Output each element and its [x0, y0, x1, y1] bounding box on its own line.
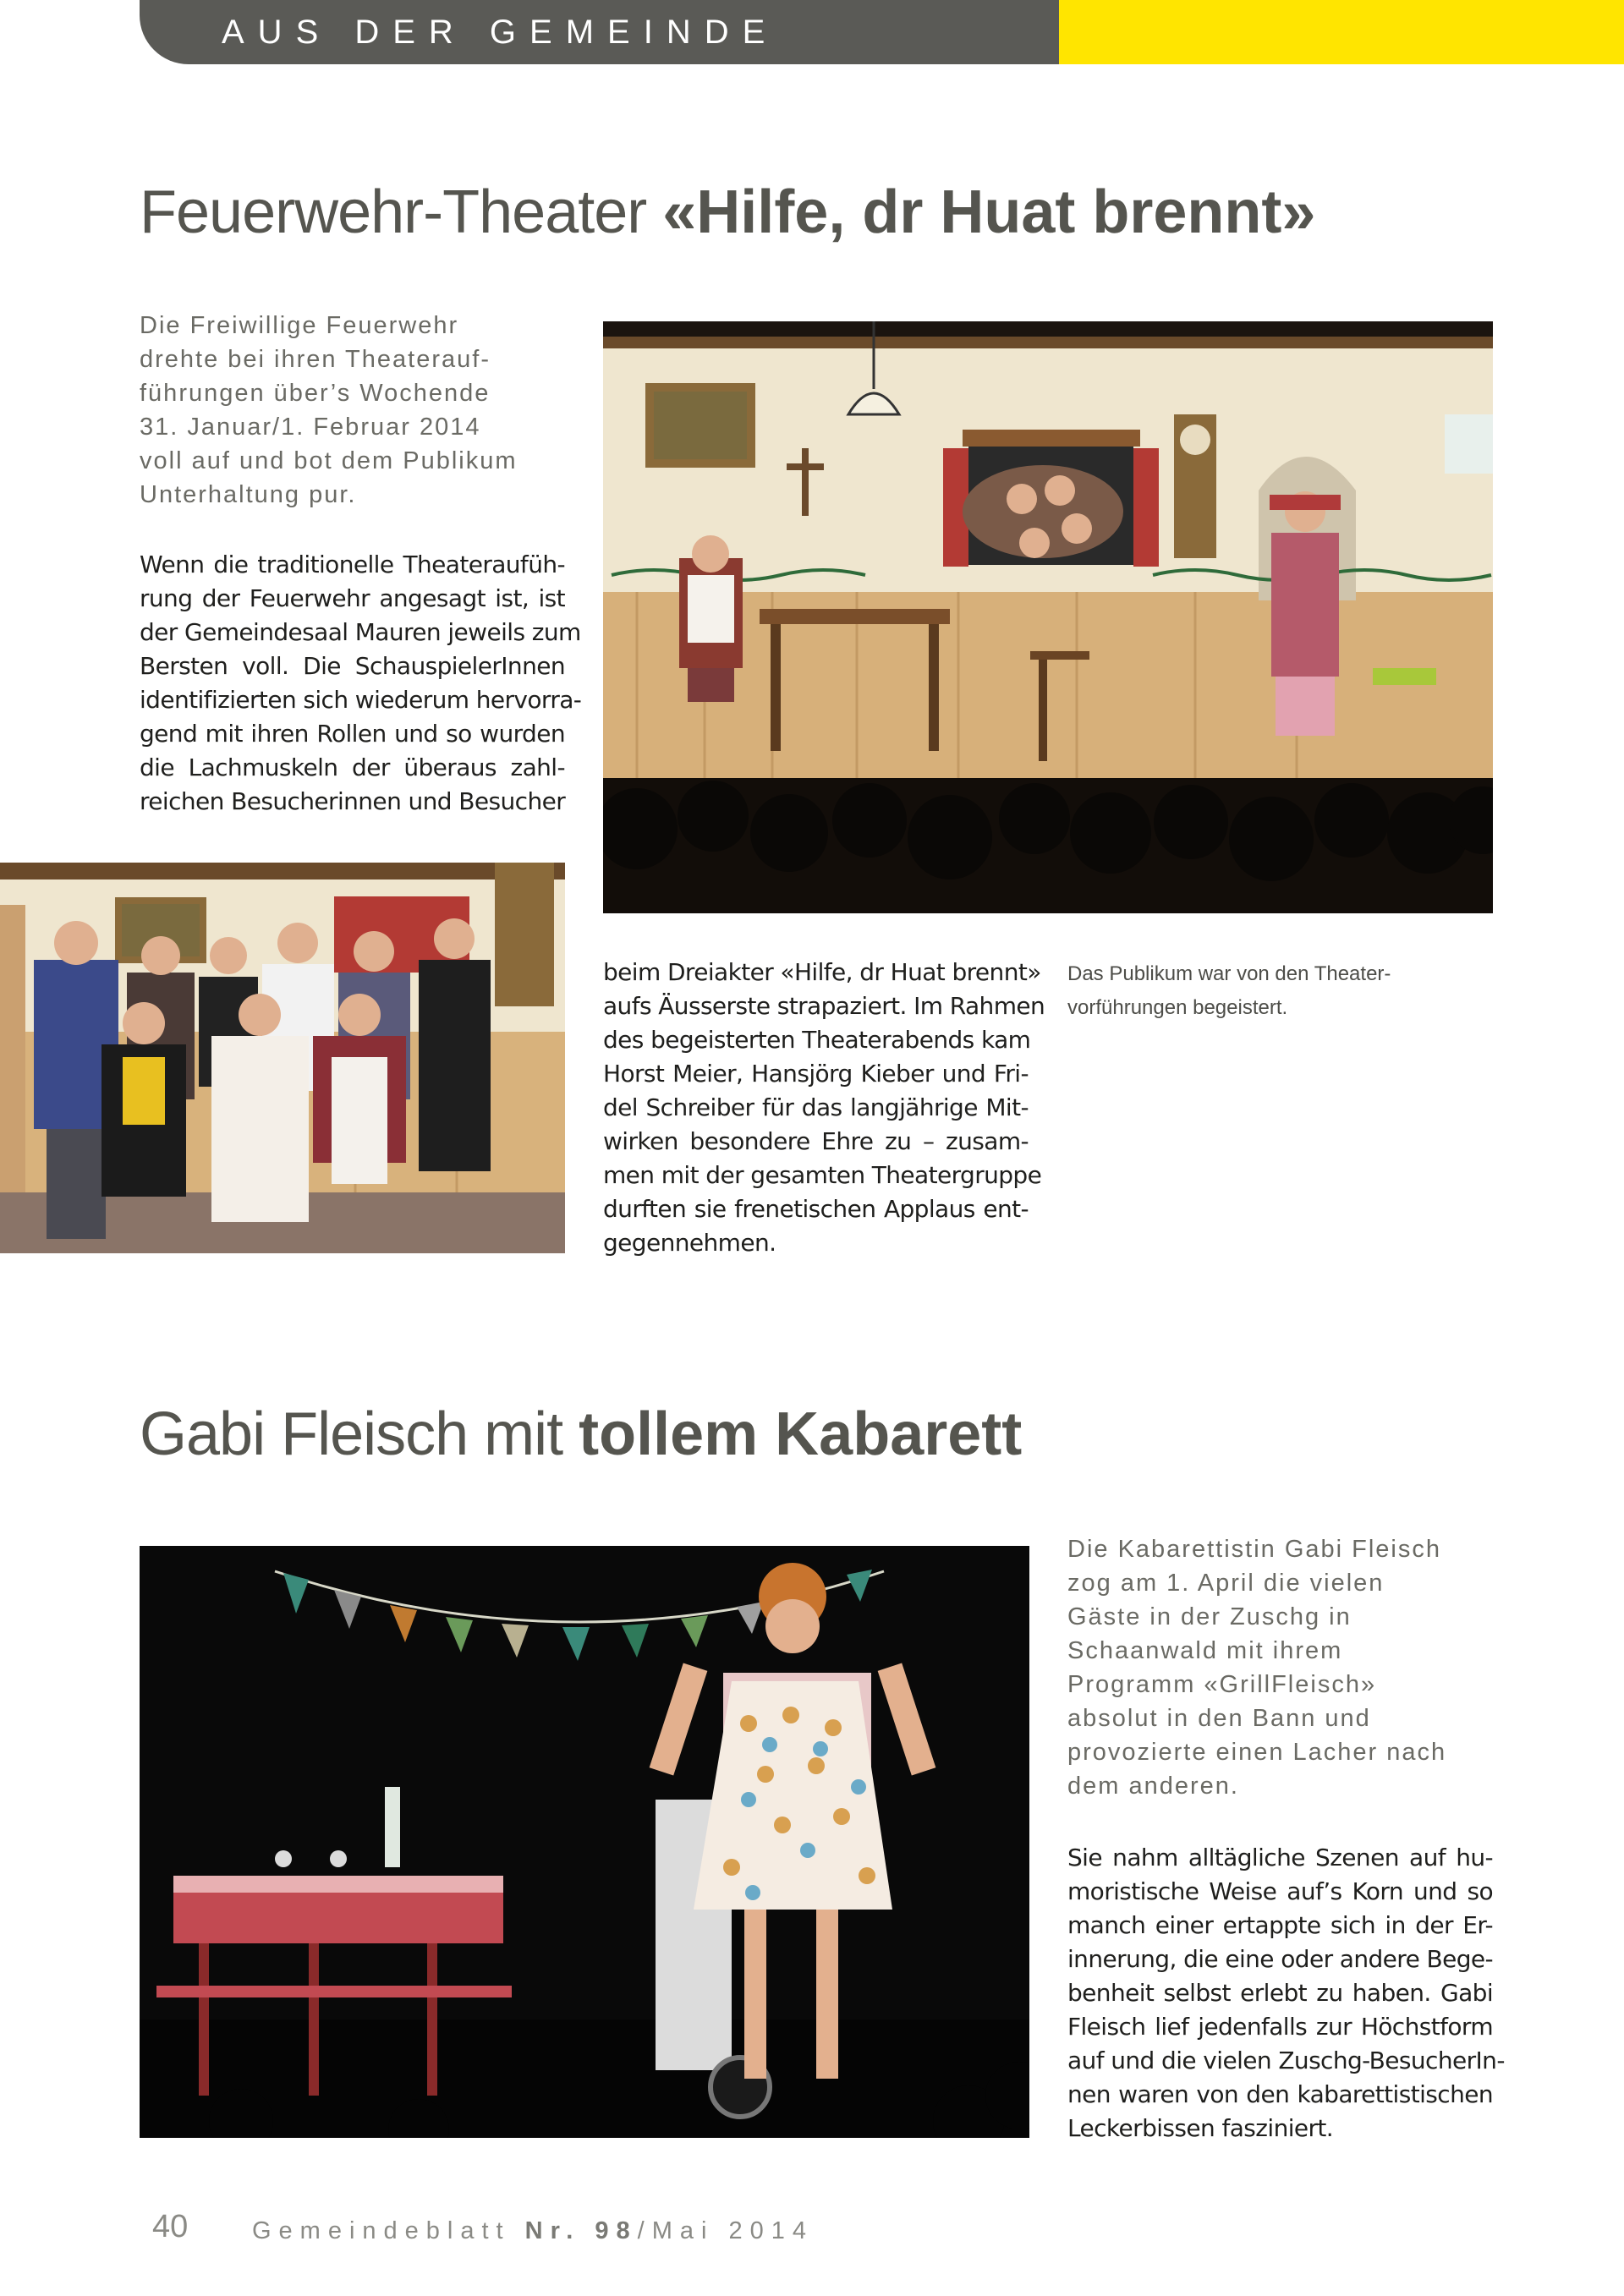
- lead-line: Schaanwald mit ihrem: [1067, 1637, 1343, 1664]
- lead-line: absolut in den Bann und: [1067, 1705, 1371, 1732]
- article1-body-col2: [603, 956, 1045, 1260]
- stage-photo: [603, 321, 1493, 913]
- body-line: reichen Besucherinnen und Besucher: [140, 787, 566, 815]
- article2-title: [140, 1401, 1022, 1468]
- page-number: 40: [152, 2209, 189, 2244]
- header-accent-bar: [1059, 0, 1624, 64]
- body-line: moristische Weise auf’s Korn und so: [1067, 1877, 1493, 1905]
- article2-lead: [1067, 1532, 1490, 1803]
- body-line: rung der Feuerwehr angesagt ist, ist: [140, 584, 565, 612]
- body-line: men mit der gesamten Theatergruppe: [603, 1161, 1042, 1189]
- photo-caption: [1067, 957, 1473, 1025]
- body-line: innerung, die eine oder andere Bege-: [1067, 1945, 1494, 1973]
- issue-number: Nr. 98: [524, 2217, 638, 2244]
- body-line: durften sie frenetischen Applaus ent-: [603, 1195, 1029, 1223]
- article1-body-col1: [140, 548, 582, 819]
- section-label: AUS DER GEMEINDE: [222, 14, 779, 51]
- caption-line: Das Publikum war von den Theater-: [1067, 962, 1391, 985]
- lead-line: Programm «GrillFleisch»: [1067, 1671, 1377, 1698]
- body-line: gegennehmen.: [603, 1229, 776, 1257]
- issue-date: /Mai 2014: [637, 2217, 815, 2244]
- body-line: del Schreiber für das langjährige Mit-: [603, 1093, 1029, 1121]
- lead-line: dem anderen.: [1067, 1773, 1239, 1800]
- lead-line: 31. Januar/1. Februar 2014: [140, 414, 481, 441]
- body-line: Horst Meier, Hansjörg Kieber und Fri-: [603, 1060, 1029, 1088]
- body-line: auf und die vielen Zuschg-BesucherIn-: [1067, 2047, 1505, 2074]
- body-line: der Gemeindesaal Mauren jeweils zum: [140, 618, 581, 646]
- body-line: Bersten voll. Die SchauspielerInnen: [140, 652, 565, 680]
- body-line: des begeisterten Theaterabends kam: [603, 1026, 1031, 1054]
- article1-title-bold: «Hilfe, dr Huat brennt»: [662, 178, 1316, 246]
- lead-line: Die Freiwillige Feuerwehr: [140, 312, 459, 339]
- body-line: wirken besondere Ehre zu – zusam-: [603, 1127, 1029, 1155]
- lead-line: führungen über’s Wochende: [140, 380, 491, 407]
- body-line: beim Dreiakter «Hilfe, dr Huat brennt»: [603, 958, 1041, 986]
- article2-title-bold: tollem Kabarett: [579, 1400, 1023, 1468]
- lead-line: voll auf und bot dem Publikum: [140, 447, 518, 474]
- body-line: benheit selbst erlebt zu haben. Gabi: [1067, 1979, 1493, 2007]
- body-line: gend mit ihren Rollen und so wurden: [140, 720, 565, 748]
- article1-title: [140, 179, 1315, 246]
- lead-line: provozierte einen Lacher nach: [1067, 1739, 1447, 1766]
- body-line: Wenn die traditionelle Theateraufüh-: [140, 551, 565, 578]
- kabarett-photo: [140, 1546, 1029, 2138]
- lead-line: Gäste in der Zuschg in: [1067, 1603, 1352, 1630]
- footer-publication: [252, 2217, 814, 2245]
- body-line: nen waren von den kabarettistischen: [1067, 2080, 1493, 2108]
- body-line: aufs Äusserste strapaziert. Im Rahmen: [603, 992, 1045, 1020]
- body-line: Fleisch lief jedenfalls zur Höchstform: [1067, 2013, 1493, 2041]
- body-line: die Lachmuskeln der überaus zahl-: [140, 753, 565, 781]
- article2-title-light: Gabi Fleisch mit: [140, 1400, 579, 1468]
- body-line: Leckerbissen fasziniert.: [1067, 2114, 1334, 2142]
- lead-line: Die Kabarettistin Gabi Fleisch: [1067, 1536, 1441, 1563]
- lead-line: zog am 1. April die vielen: [1067, 1570, 1385, 1597]
- caption-line: vorführungen begeistert.: [1067, 996, 1288, 1019]
- body-line: manch einer ertappte sich in der Er-: [1067, 1911, 1493, 1939]
- group-photo: [0, 863, 565, 1253]
- body-line: Sie nahm alltägliche Szenen auf hu-: [1067, 1844, 1493, 1871]
- article2-body: [1067, 1841, 1505, 2145]
- lead-line: drehte bei ihren Theaterauf-: [140, 346, 491, 373]
- body-line: identifizierten sich wiederum hervorra-: [140, 686, 582, 714]
- article1-lead: [140, 309, 541, 512]
- article1-title-light: Feuerwehr-Theater: [140, 178, 663, 246]
- publication-name: Gemeindeblatt: [252, 2217, 525, 2244]
- lead-line: Unterhaltung pur.: [140, 481, 357, 508]
